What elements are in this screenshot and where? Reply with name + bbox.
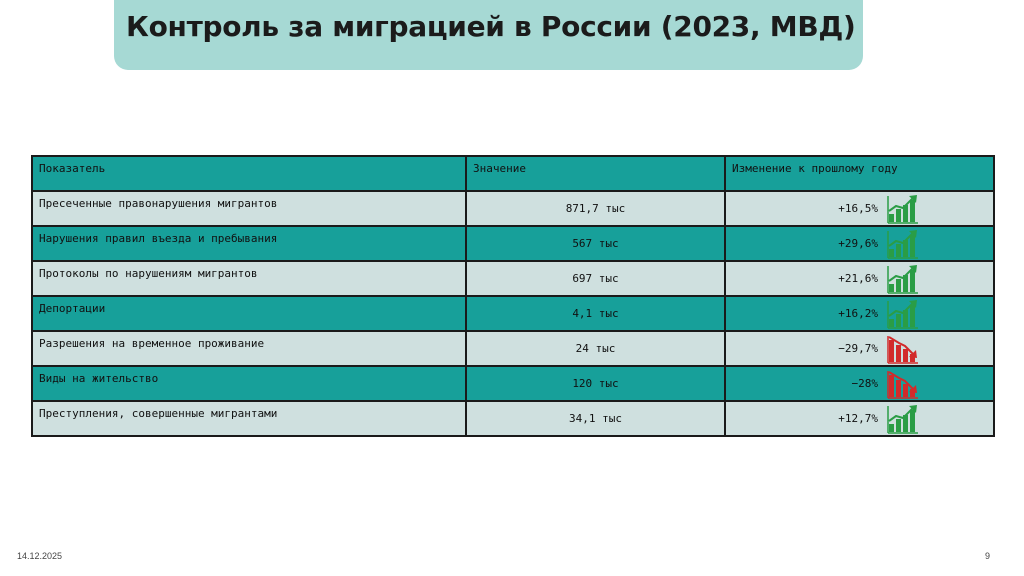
trend-up-icon bbox=[887, 264, 919, 294]
footer-date: 14.12.2025 bbox=[17, 551, 63, 561]
value-cell: 697 тыс bbox=[466, 261, 725, 296]
header-value: Значение bbox=[466, 156, 725, 191]
page-number: 9 bbox=[985, 551, 991, 561]
change-cell bbox=[725, 331, 994, 366]
trend-up-icon bbox=[887, 194, 919, 224]
title-banner bbox=[114, 0, 863, 70]
change-cell bbox=[725, 401, 994, 436]
value-cell: 4,1 тыс bbox=[466, 296, 725, 331]
change-cell bbox=[725, 366, 994, 401]
value-cell: 24 тыс bbox=[466, 331, 725, 366]
indicator-cell: Нарушения правил въезда и пребывания bbox=[32, 226, 466, 261]
change-value: −28% bbox=[851, 377, 878, 390]
header-indicator: Показатель bbox=[32, 156, 466, 191]
trend-up-icon bbox=[887, 404, 919, 434]
change-cell bbox=[725, 296, 994, 331]
indicator-cell: Разрешения на временное проживание bbox=[32, 331, 466, 366]
indicator-cell: Пресеченные правонарушения мигрантов bbox=[32, 191, 466, 226]
migration-table bbox=[31, 155, 995, 437]
table-header-row bbox=[32, 156, 994, 191]
value-cell: 567 тыс bbox=[466, 226, 725, 261]
header-change: Изменение к прошлому году bbox=[725, 156, 994, 191]
value-cell: 871,7 тыс bbox=[466, 191, 725, 226]
change-value: +16,5% bbox=[838, 202, 878, 215]
change-value: +12,7% bbox=[838, 412, 878, 425]
change-value: +21,6% bbox=[838, 272, 878, 285]
value-cell: 120 тыс bbox=[466, 366, 725, 401]
indicator-cell: Депортации bbox=[32, 296, 466, 331]
trend-up-icon bbox=[887, 299, 919, 329]
table-row bbox=[32, 191, 994, 226]
change-value: +29,6% bbox=[838, 237, 878, 250]
trend-down-icon bbox=[887, 369, 919, 399]
table-row bbox=[32, 401, 994, 436]
change-cell bbox=[725, 261, 994, 296]
indicator-cell: Преступления, совершенные мигрантами bbox=[32, 401, 466, 436]
table-row bbox=[32, 226, 994, 261]
trend-down-icon bbox=[887, 334, 919, 364]
trend-up-icon bbox=[887, 229, 919, 259]
change-cell bbox=[725, 191, 994, 226]
indicator-cell: Виды на жительство bbox=[32, 366, 466, 401]
table-row bbox=[32, 366, 994, 401]
change-value: +16,2% bbox=[838, 307, 878, 320]
table-row bbox=[32, 331, 994, 366]
change-cell bbox=[725, 226, 994, 261]
table-row bbox=[32, 296, 994, 331]
change-value: −29,7% bbox=[838, 342, 878, 355]
slide-title: Контроль за миграцией в России (2023, МВД) bbox=[126, 10, 856, 43]
value-cell: 34,1 тыс bbox=[466, 401, 725, 436]
table-row bbox=[32, 261, 994, 296]
indicator-cell: Протоколы по нарушениям мигрантов bbox=[32, 261, 466, 296]
